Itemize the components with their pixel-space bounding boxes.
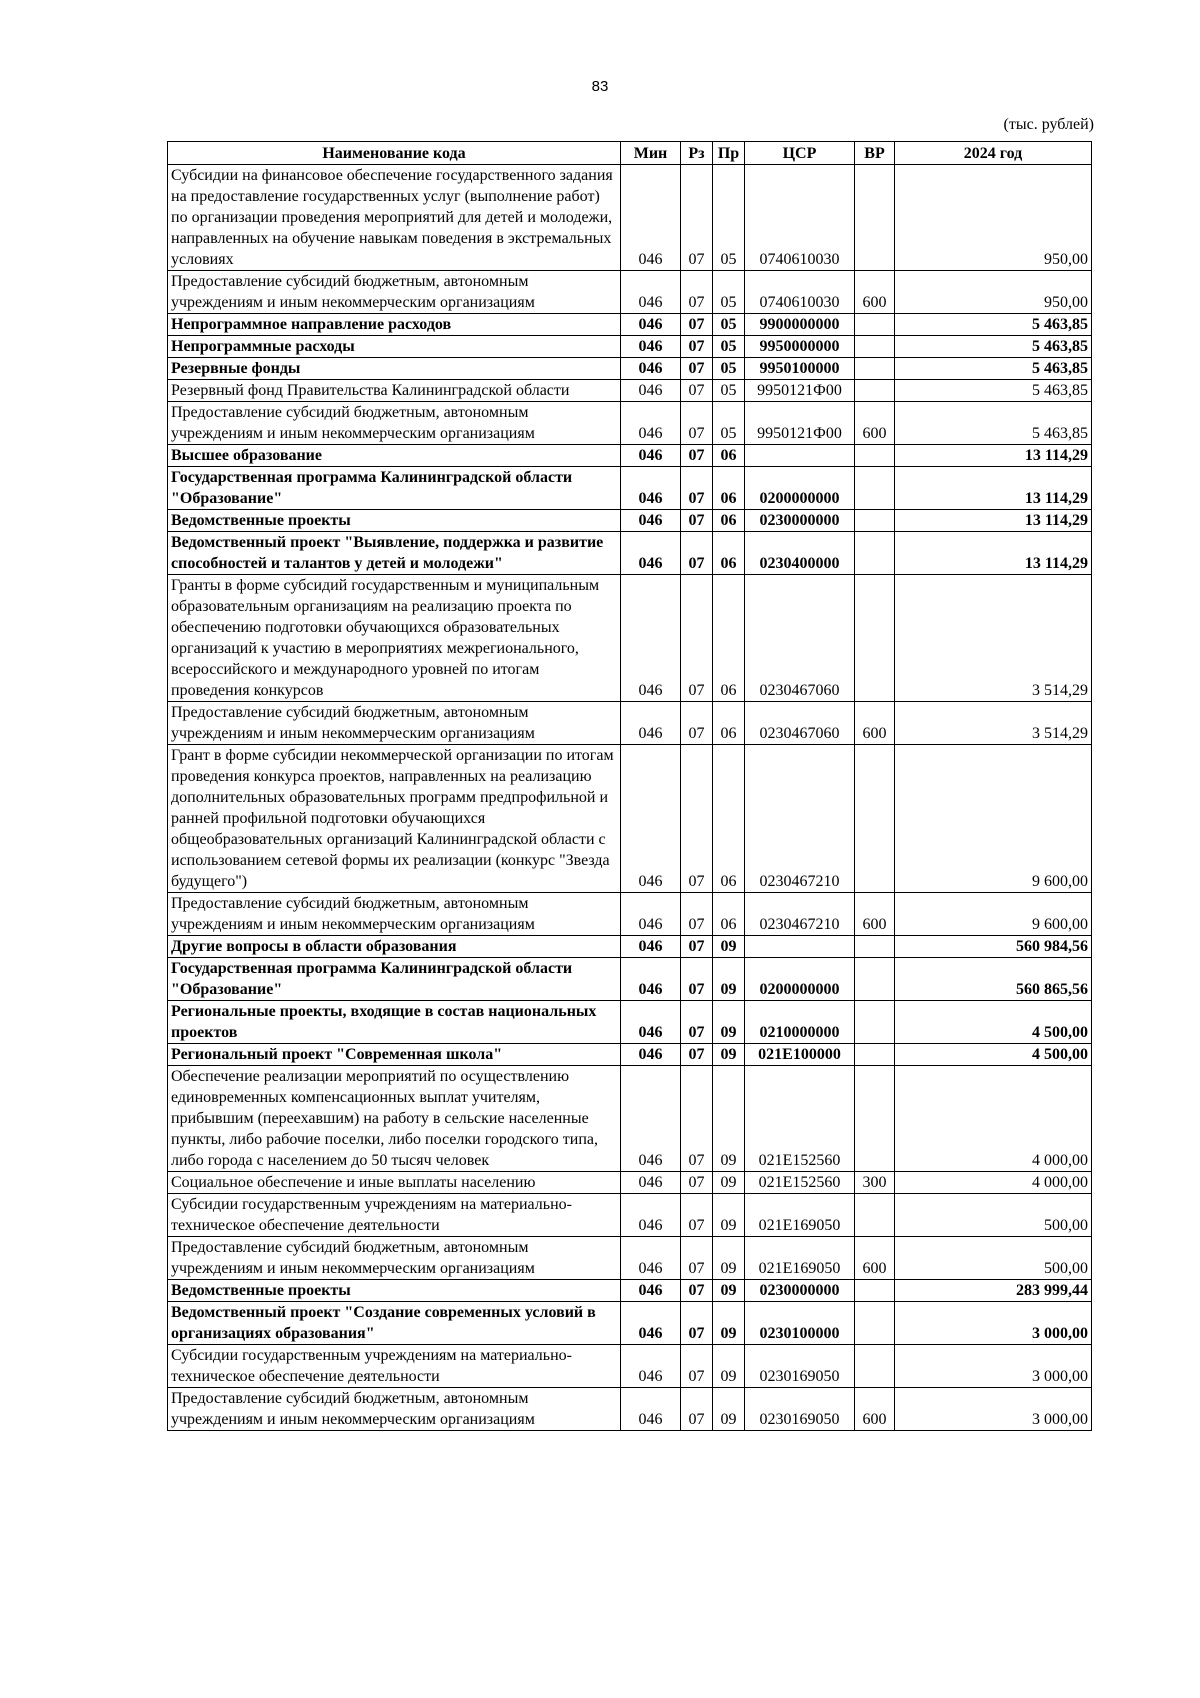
cell-min: 046 (621, 1280, 681, 1302)
cell-pr: 05 (713, 336, 745, 358)
cell-pr: 09 (713, 1044, 745, 1066)
cell-vr: 600 (855, 271, 895, 314)
cell-min: 046 (621, 1302, 681, 1345)
cell-name: Ведомственные проекты (168, 1280, 621, 1302)
table-row (168, 893, 1092, 936)
cell-pr: 06 (713, 532, 745, 575)
cell-min: 046 (621, 532, 681, 575)
cell-pr: 05 (713, 314, 745, 336)
cell-rz: 07 (681, 445, 713, 467)
cell-rz: 07 (681, 1345, 713, 1388)
cell-csr (745, 936, 855, 958)
cell-min: 046 (621, 893, 681, 936)
table-header-row (168, 142, 1092, 165)
cell-vr: 600 (855, 893, 895, 936)
cell-min: 046 (621, 314, 681, 336)
cell-amount: 9 600,00 (895, 745, 1092, 893)
cell-name: Предоставление субсидий бюджетным, автономным учреждениям и иным некоммерческим организациям (168, 893, 621, 936)
cell-name: Социальное обеспечение и иные выплаты населению (168, 1172, 621, 1194)
cell-vr (855, 1066, 895, 1172)
cell-pr: 06 (713, 702, 745, 745)
table-row (168, 745, 1092, 893)
cell-min: 046 (621, 1194, 681, 1237)
cell-name: Субсидии государственным учреждениям на материально-техническое обеспечение деятельности (168, 1194, 621, 1237)
cell-vr (855, 445, 895, 467)
cell-csr: 0200000000 (745, 467, 855, 510)
cell-vr (855, 1345, 895, 1388)
cell-rz: 07 (681, 1044, 713, 1066)
cell-pr: 09 (713, 958, 745, 1001)
cell-min: 046 (621, 467, 681, 510)
cell-amount: 560 984,56 (895, 936, 1092, 958)
header-name: Наименование кода (168, 142, 621, 165)
table-row (168, 936, 1092, 958)
cell-min: 046 (621, 380, 681, 402)
cell-name: Предоставление субсидий бюджетным, автономным учреждениям и иным некоммерческим организациям (168, 402, 621, 445)
cell-pr: 05 (713, 271, 745, 314)
cell-pr: 06 (713, 745, 745, 893)
cell-vr (855, 510, 895, 532)
header-vr: ВР (855, 142, 895, 165)
cell-csr: 0230467210 (745, 893, 855, 936)
cell-vr (855, 1001, 895, 1044)
table-row (168, 958, 1092, 1001)
cell-min: 046 (621, 1388, 681, 1431)
table-row (168, 1066, 1092, 1172)
cell-pr: 09 (713, 1172, 745, 1194)
cell-csr: 0230169050 (745, 1388, 855, 1431)
cell-csr: 9900000000 (745, 314, 855, 336)
header-csr: ЦСР (745, 142, 855, 165)
table-row (168, 402, 1092, 445)
cell-rz: 07 (681, 958, 713, 1001)
header-rz: Рз (681, 142, 713, 165)
cell-vr (855, 358, 895, 380)
cell-min: 046 (621, 702, 681, 745)
table-row (168, 467, 1092, 510)
cell-name: Государственная программа Калининградской области "Образование" (168, 958, 621, 1001)
cell-amount: 4 000,00 (895, 1172, 1092, 1194)
page-number: 83 (591, 78, 609, 95)
cell-csr: 0230467210 (745, 745, 855, 893)
table-row (168, 336, 1092, 358)
table-row (168, 575, 1092, 702)
cell-name: Субсидии на финансовое обеспечение государственного задания на предоставление государственных услуг (выполнение работ) по организации проведения мероприятий для детей и молодежи, направленных на обучение навыкам поведения в экстремальных условиях (168, 165, 621, 271)
cell-csr: 021E152560 (745, 1172, 855, 1194)
cell-csr: 0230467060 (745, 702, 855, 745)
cell-min: 046 (621, 358, 681, 380)
cell-rz: 07 (681, 402, 713, 445)
cell-vr (855, 165, 895, 271)
table-row (168, 1388, 1092, 1431)
cell-rz: 07 (681, 358, 713, 380)
cell-rz: 07 (681, 336, 713, 358)
cell-name: Предоставление субсидий бюджетным, автономным учреждениям и иным некоммерческим организациям (168, 1388, 621, 1431)
cell-csr: 0210000000 (745, 1001, 855, 1044)
table-body (168, 165, 1092, 1431)
cell-pr: 05 (713, 358, 745, 380)
cell-csr (745, 445, 855, 467)
cell-vr: 600 (855, 1237, 895, 1280)
table-row (168, 1237, 1092, 1280)
header-pr: Пр (713, 142, 745, 165)
cell-rz: 07 (681, 510, 713, 532)
cell-csr: 9950100000 (745, 358, 855, 380)
cell-min: 046 (621, 336, 681, 358)
cell-amount: 13 114,29 (895, 445, 1092, 467)
cell-rz: 07 (681, 1388, 713, 1431)
cell-name: Другие вопросы в области образования (168, 936, 621, 958)
cell-rz: 07 (681, 702, 713, 745)
table-row (168, 445, 1092, 467)
cell-amount: 500,00 (895, 1237, 1092, 1280)
table-row (168, 1001, 1092, 1044)
cell-amount: 5 463,85 (895, 358, 1092, 380)
table-row (168, 165, 1092, 271)
table-row (168, 1194, 1092, 1237)
cell-csr: 0740610030 (745, 165, 855, 271)
cell-amount: 5 463,85 (895, 380, 1092, 402)
cell-vr (855, 745, 895, 893)
cell-rz: 07 (681, 893, 713, 936)
cell-rz: 07 (681, 380, 713, 402)
cell-amount: 950,00 (895, 165, 1092, 271)
table-row (168, 1302, 1092, 1345)
cell-amount: 283 999,44 (895, 1280, 1092, 1302)
cell-name: Предоставление субсидий бюджетным, автономным учреждениям и иным некоммерческим организациям (168, 1237, 621, 1280)
cell-vr (855, 532, 895, 575)
cell-name: Высшее образование (168, 445, 621, 467)
cell-pr: 09 (713, 1237, 745, 1280)
cell-rz: 07 (681, 745, 713, 893)
cell-name: Непрограммные расходы (168, 336, 621, 358)
cell-rz: 07 (681, 1302, 713, 1345)
cell-min: 046 (621, 165, 681, 271)
cell-rz: 07 (681, 1194, 713, 1237)
cell-pr: 06 (713, 575, 745, 702)
table-row (168, 271, 1092, 314)
cell-name: Ведомственный проект "Создание современных условий в организациях образования" (168, 1302, 621, 1345)
cell-name: Гранты в форме субсидий государственным и муниципальным образовательным организациям на реализацию проекта по обеспечению подготовки обучающихся образовательных организаций к участию в мероприятиях межрегионального, всероссийского и международного уровней по итогам проведения конкурсов (168, 575, 621, 702)
cell-csr: 0230467060 (745, 575, 855, 702)
cell-rz: 07 (681, 467, 713, 510)
cell-vr (855, 380, 895, 402)
table-row (168, 1044, 1092, 1066)
cell-csr: 9950121Ф00 (745, 380, 855, 402)
cell-pr: 06 (713, 467, 745, 510)
cell-vr (855, 1280, 895, 1302)
cell-amount: 13 114,29 (895, 532, 1092, 575)
cell-pr: 09 (713, 1001, 745, 1044)
cell-pr: 06 (713, 893, 745, 936)
cell-vr (855, 1302, 895, 1345)
cell-csr: 0230400000 (745, 532, 855, 575)
table-row (168, 314, 1092, 336)
cell-rz: 07 (681, 936, 713, 958)
table-row (168, 1345, 1092, 1388)
cell-vr (855, 1044, 895, 1066)
cell-vr (855, 314, 895, 336)
cell-rz: 07 (681, 532, 713, 575)
table-row (168, 510, 1092, 532)
cell-pr: 05 (713, 165, 745, 271)
cell-amount: 4 000,00 (895, 1066, 1092, 1172)
cell-amount: 4 500,00 (895, 1001, 1092, 1044)
cell-name: Региональный проект "Современная школа" (168, 1044, 621, 1066)
cell-rz: 07 (681, 1172, 713, 1194)
cell-rz: 07 (681, 165, 713, 271)
cell-rz: 07 (681, 314, 713, 336)
table-row (168, 1280, 1092, 1302)
cell-amount: 3 514,29 (895, 702, 1092, 745)
cell-csr: 021E100000 (745, 1044, 855, 1066)
cell-vr: 600 (855, 702, 895, 745)
cell-name: Региональные проекты, входящие в состав национальных проектов (168, 1001, 621, 1044)
cell-name: Предоставление субсидий бюджетным, автономным учреждениям и иным некоммерческим организациям (168, 702, 621, 745)
cell-vr: 600 (855, 1388, 895, 1431)
table-row (168, 532, 1092, 575)
cell-min: 046 (621, 958, 681, 1001)
cell-amount: 5 463,85 (895, 314, 1092, 336)
cell-name: Обеспечение реализации мероприятий по осуществлению единовременных компенсационных выплат учителям, прибывшим (переехавшим) на работу в сельские населенные пункты, либо рабочие поселки, либо поселки городского типа, либо города с населением до 50 тысяч человек (168, 1066, 621, 1172)
cell-vr (855, 575, 895, 702)
cell-min: 046 (621, 1001, 681, 1044)
table-row (168, 380, 1092, 402)
cell-rz: 07 (681, 1001, 713, 1044)
cell-vr (855, 1194, 895, 1237)
cell-amount: 950,00 (895, 271, 1092, 314)
cell-csr: 0200000000 (745, 958, 855, 1001)
cell-amount: 13 114,29 (895, 467, 1092, 510)
cell-min: 046 (621, 936, 681, 958)
cell-vr: 300 (855, 1172, 895, 1194)
cell-csr: 0230169050 (745, 1345, 855, 1388)
cell-amount: 3 000,00 (895, 1302, 1092, 1345)
cell-rz: 07 (681, 575, 713, 702)
cell-amount: 13 114,29 (895, 510, 1092, 532)
cell-pr: 09 (713, 1194, 745, 1237)
cell-min: 046 (621, 745, 681, 893)
cell-vr (855, 958, 895, 1001)
cell-name: Непрограммное направление расходов (168, 314, 621, 336)
cell-rz: 07 (681, 1280, 713, 1302)
cell-min: 046 (621, 1044, 681, 1066)
cell-csr: 021E169050 (745, 1194, 855, 1237)
cell-csr: 0230000000 (745, 510, 855, 532)
cell-pr: 09 (713, 1302, 745, 1345)
cell-csr: 0740610030 (745, 271, 855, 314)
cell-rz: 07 (681, 1237, 713, 1280)
cell-csr: 9950000000 (745, 336, 855, 358)
cell-pr: 09 (713, 1280, 745, 1302)
header-min: Мин (621, 142, 681, 165)
cell-pr: 09 (713, 936, 745, 958)
cell-name: Резервный фонд Правительства Калининградской области (168, 380, 621, 402)
cell-min: 046 (621, 575, 681, 702)
cell-csr: 021E152560 (745, 1066, 855, 1172)
cell-min: 046 (621, 1172, 681, 1194)
table-row (168, 1172, 1092, 1194)
table-row (168, 702, 1092, 745)
cell-amount: 3 000,00 (895, 1345, 1092, 1388)
cell-pr: 06 (713, 510, 745, 532)
cell-min: 046 (621, 1066, 681, 1172)
cell-min: 046 (621, 271, 681, 314)
cell-amount: 3 514,29 (895, 575, 1092, 702)
header-amount: 2024 год (895, 142, 1092, 165)
cell-csr: 021E169050 (745, 1237, 855, 1280)
cell-name: Ведомственный проект "Выявление, поддержка и развитие способностей и талантов у детей и молодежи" (168, 532, 621, 575)
table-row (168, 358, 1092, 380)
cell-pr: 09 (713, 1345, 745, 1388)
cell-pr: 05 (713, 402, 745, 445)
cell-pr: 09 (713, 1388, 745, 1431)
cell-name: Ведомственные проекты (168, 510, 621, 532)
cell-min: 046 (621, 402, 681, 445)
cell-csr: 9950121Ф00 (745, 402, 855, 445)
cell-pr: 09 (713, 1066, 745, 1172)
cell-amount: 3 000,00 (895, 1388, 1092, 1431)
cell-name: Государственная программа Калининградской области "Образование" (168, 467, 621, 510)
cell-amount: 560 865,56 (895, 958, 1092, 1001)
cell-vr: 600 (855, 402, 895, 445)
cell-vr (855, 936, 895, 958)
cell-vr (855, 336, 895, 358)
units-label: (тыс. рублей) (1003, 116, 1094, 133)
cell-pr: 06 (713, 445, 745, 467)
cell-min: 046 (621, 1237, 681, 1280)
cell-name: Субсидии государственным учреждениям на материально-техническое обеспечение деятельности (168, 1345, 621, 1388)
cell-pr: 05 (713, 380, 745, 402)
cell-vr (855, 467, 895, 510)
budget-table (167, 141, 1092, 1431)
cell-amount: 500,00 (895, 1194, 1092, 1237)
cell-amount: 4 500,00 (895, 1044, 1092, 1066)
cell-amount: 5 463,85 (895, 402, 1092, 445)
cell-amount: 5 463,85 (895, 336, 1092, 358)
cell-name: Грант в форме субсидии некоммерческой организации по итогам проведения конкурса проектов, направленных на реализацию дополнительных образовательных программ предпрофильной и ранней профильной подготовки обучающихся общеобразовательных организаций Калининградской области с использованием сетевой формы их реализации (конкурс "Звезда будущего") (168, 745, 621, 893)
cell-min: 046 (621, 1345, 681, 1388)
cell-name: Предоставление субсидий бюджетным, автономным учреждениям и иным некоммерческим организациям (168, 271, 621, 314)
cell-csr: 0230000000 (745, 1280, 855, 1302)
cell-rz: 07 (681, 1066, 713, 1172)
cell-min: 046 (621, 445, 681, 467)
cell-name: Резервные фонды (168, 358, 621, 380)
cell-min: 046 (621, 510, 681, 532)
cell-csr: 0230100000 (745, 1302, 855, 1345)
cell-amount: 9 600,00 (895, 893, 1092, 936)
cell-rz: 07 (681, 271, 713, 314)
